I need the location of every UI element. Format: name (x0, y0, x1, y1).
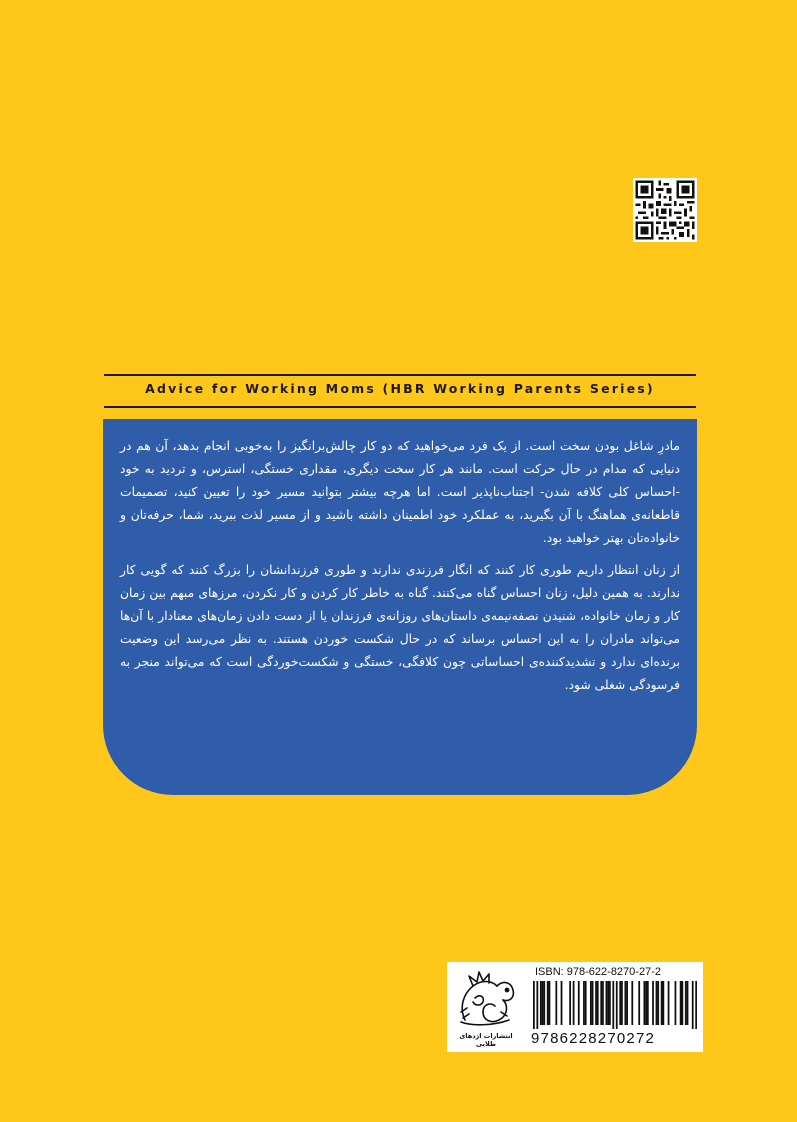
barcode-bar (578, 981, 580, 1025)
barcode-bar (583, 981, 585, 1025)
barcode-bar (695, 981, 697, 1029)
publisher-name: انتشارات اژدهای طلایی (459, 1032, 513, 1048)
blurb-box (103, 419, 697, 795)
barcode-bars (533, 981, 697, 1029)
barcode-bar (687, 981, 689, 1025)
barcode-bar (549, 981, 551, 1025)
barcode-bar (661, 981, 663, 1025)
barcode-bar (597, 981, 599, 1025)
blurb-paragraph-2: از زنان انتظار داریم طوری کار کنند که انگار فرزندی ندارند و طوری فرزندانشان را بزرگ کنند که گویی کار ندارند. به همین دلیل، زنان احساس گناه می‌کنند. گناه به خاطر کار کردن و کار نکردن، مرزهای مبهم بین زمان کار و زمان خانواده، شنیدن نصفه‌نیمه‌ی داستان‌های روزانه‌ی فرزندان یا از دست دادن زمان‌های معنادار با آن‌ها می‌تواند مادران را به این احساس برساند که در حال شکست خوردن هستند. به نظر می‌رسد این وضعیت برنده‌ای ندارد و تشدیدکننده‌ی احساساتی چون کلافگی، خستگی و شکست‌خوردگی است که می‌تواند منجر به فرسودگی شغلی شود. (120, 563, 680, 692)
barcode-bar (652, 981, 654, 1025)
barcode-bar (607, 981, 609, 1025)
barcode-bar (536, 981, 538, 1029)
barcode-bar (547, 981, 549, 1025)
barcode-bar (643, 981, 645, 1025)
barcode-bar (590, 981, 592, 1025)
barcode-bar (626, 981, 628, 1025)
barcode-bar (680, 981, 682, 1025)
barcode-bar (609, 981, 611, 1025)
barcode-digits: 9786228270272 (531, 1030, 656, 1047)
barcode-bar (675, 981, 677, 1025)
barcode-bar (662, 981, 664, 1025)
barcode-bar (657, 981, 659, 1025)
barcode-bar (638, 981, 640, 1025)
barcode-bar (540, 981, 542, 1025)
barcode-bar (542, 981, 544, 1025)
qr-code-icon (633, 178, 697, 242)
barcode-bar (585, 981, 587, 1025)
barcode-bar (624, 981, 626, 1025)
barcode-bar (612, 981, 614, 1029)
barcode-bar (592, 981, 594, 1025)
publisher-logo (453, 968, 519, 1046)
barcode-box (447, 962, 703, 1052)
barcode-bar (668, 981, 670, 1025)
series-title-bottom-rule (104, 406, 696, 408)
qr-code (633, 178, 697, 242)
barcode-bar (621, 981, 623, 1025)
barcode-bar (602, 981, 604, 1025)
barcode-bar (555, 981, 557, 1025)
barcode-bar (619, 981, 621, 1025)
blurb-paragraph-1: مادرِ شاغل بودن سخت است. از یک فرد می‌خواهید که دو کار چالش‌برانگیز را به‌خوبی انجام بدهد، آن هم در دنیایی که مدام در حال حرکت است. مانند هر کار سخت دیگری، مقداری خستگی، استرس، و تردید به خود -احساس کلی کلافه شدن- اجتناب‌ناپذیر است. اما هرچه بیشتر بتوانید مسیر خود را تعیین کنید، تصمیمات قاطعانه‌ی هماهنگ با آن بگیرید، به عملکرد خود اطمینان داشته باشید و از مسیر لذت ببرید، شما، حرفه‌تان و خانواده‌تان بهتر خواهید بود. (120, 439, 680, 545)
barcode-bar (533, 981, 535, 1029)
barcode-bar (595, 981, 597, 1025)
series-title-top-rule (104, 374, 696, 376)
barcode-bar (685, 981, 687, 1025)
barcode-bar (573, 981, 575, 1025)
barcode-bar (606, 981, 608, 1025)
barcode-bar (681, 981, 683, 1025)
barcode-bar (645, 981, 647, 1025)
barcode-bar (561, 981, 563, 1025)
barcode-bar (692, 981, 694, 1029)
barcode-bar (600, 981, 602, 1025)
barcode-bar (631, 981, 633, 1025)
barcode-bar (656, 981, 658, 1025)
barcode-bar (543, 981, 545, 1025)
isbn-label: ISBN: 978-622-8270-27-2 (535, 966, 661, 978)
barcode-bar (647, 981, 649, 1025)
barcode-bar (616, 981, 618, 1029)
dragon-logo-icon (453, 968, 519, 1030)
series-title: Advice for Working Moms (HBR Working Parents Series) (145, 381, 655, 396)
barcode-bar (569, 981, 571, 1025)
